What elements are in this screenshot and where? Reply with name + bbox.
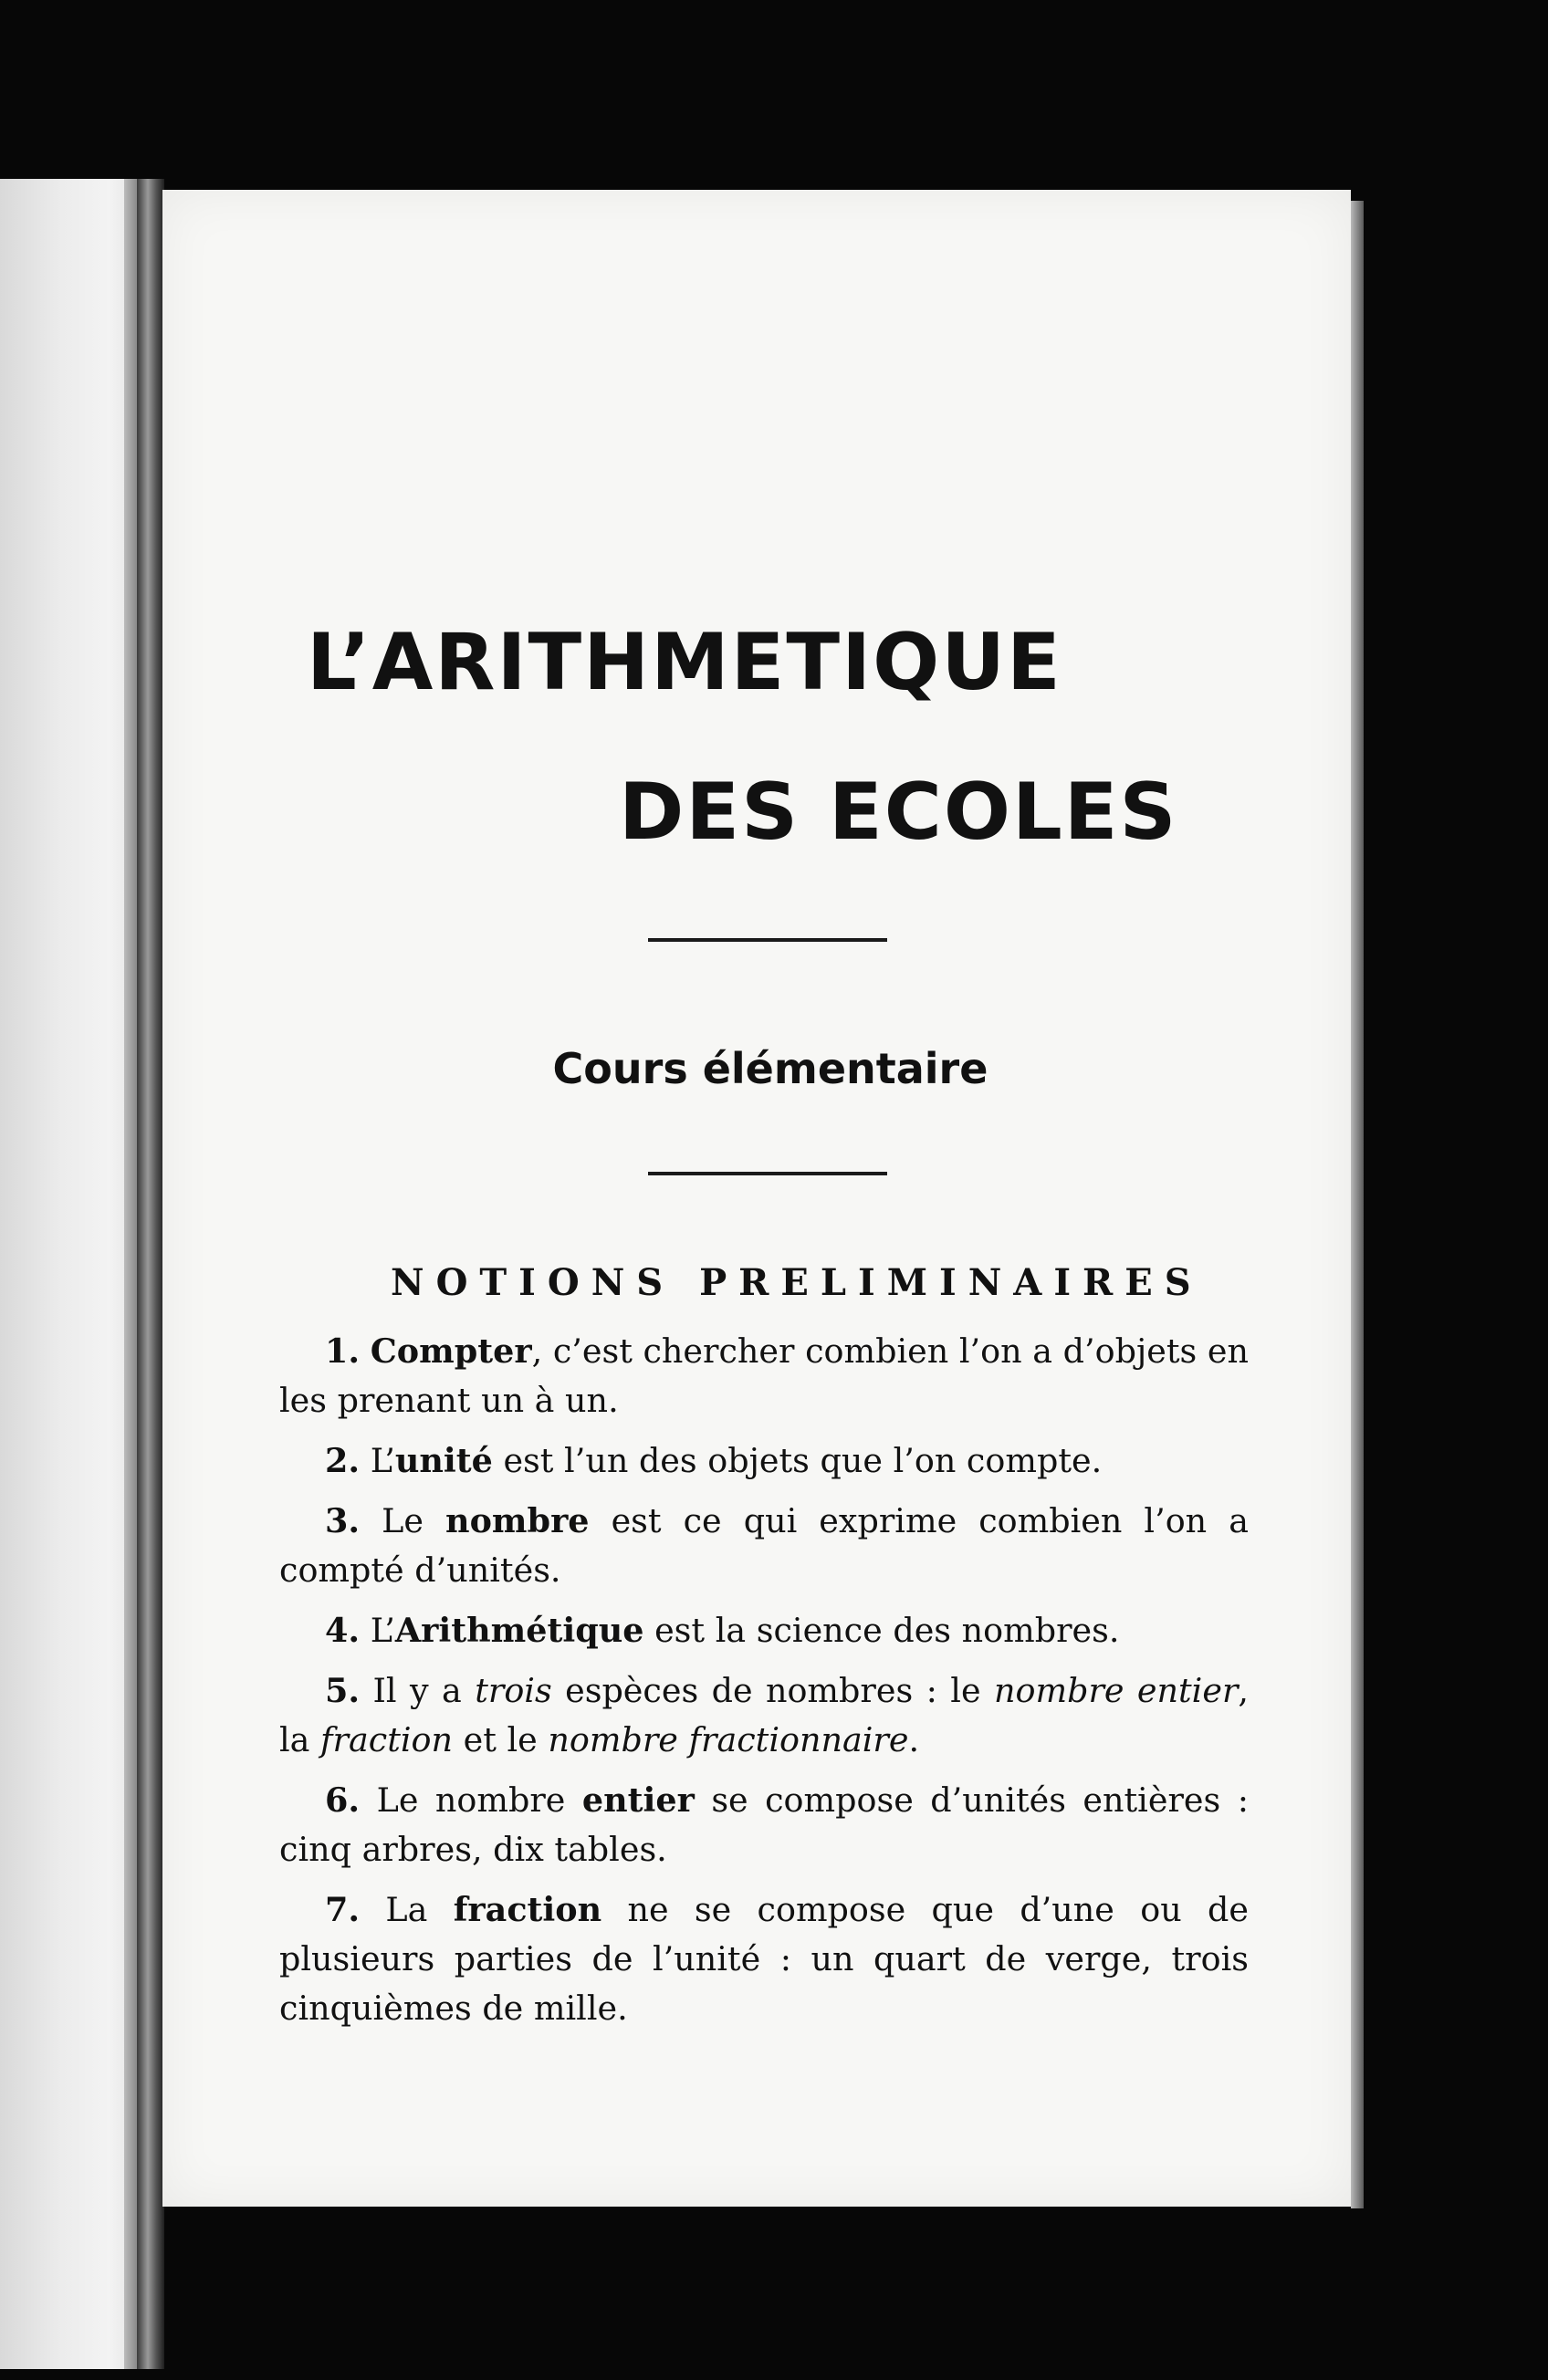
text-run: , la [279,1671,1250,1759]
paragraph-number: 1. [325,1331,361,1371]
text-run: Le [382,1501,446,1540]
term-bold: Arithmétique [394,1611,644,1650]
text-run: La [385,1890,454,1929]
page-edge [1351,201,1364,2208]
paragraph-5 [279,1666,1249,1765]
title-line-1: L’ARITHMETIQUE [307,617,1062,708]
paragraph-number: 7. [325,1890,361,1929]
divider-rule-bottom [648,1172,887,1175]
term-bold: entier [581,1780,695,1820]
text-run: espèces de nombres : le [551,1671,994,1710]
paragraph-number: 2. [325,1441,361,1480]
text-run: se compose d’unités entières : cinq arbres, dix tables. [279,1780,1250,1869]
term-bold: Compter [370,1331,532,1371]
title-line-2: DES ECOLES [619,767,1178,858]
term-italic: trois [475,1671,552,1710]
paragraph-7 [279,1885,1249,2033]
term-bold: nombre [445,1501,590,1540]
paragraph-number: 3. [325,1501,361,1540]
body-text [279,1327,1249,2044]
text-run: et le [453,1720,549,1759]
text-run: est ce qui exprime combien l’on a compté d’unités. [279,1501,1249,1590]
text-run: Il y a [372,1671,476,1710]
text-run: ne se compose que d’une ou de plusieurs parties de l’unité : un quart de verge, trois cinquièmes de mille. [279,1890,1249,2028]
paragraph-number: 6. [325,1780,361,1820]
text-run: , c’est chercher combien l’on a d’objets en les prenant un à un. [279,1331,1249,1420]
text-run: L’ [370,1611,395,1650]
paragraph-number: 5. [325,1671,361,1710]
term-bold: unité [394,1441,493,1480]
divider-rule-top [648,938,887,942]
paragraph-1 [279,1327,1249,1425]
paragraph-number: 4. [325,1611,361,1650]
text-run: est l’un des objets que l’on compte. [492,1441,1103,1480]
section-heading: NOTIONS PRELIMINAIRES [391,1261,1203,1304]
text-run: Le nombre [376,1780,582,1820]
paragraph-3 [279,1497,1249,1595]
book-page [162,190,1351,2207]
term-bold: fraction [453,1890,602,1929]
paragraph-4 [279,1606,1249,1655]
text-run: est la science des nombres. [643,1611,1120,1650]
paragraph-2 [279,1436,1249,1486]
facing-page-fold [124,179,137,2369]
subtitle: Cours élémentaire [552,1044,988,1093]
text-run: . [908,1720,920,1759]
book-gutter [137,179,164,2369]
facing-page-left [0,179,137,2369]
text-run: L’ [370,1441,395,1480]
term-italic: nombre fractionnaire [548,1720,909,1759]
paragraph-6 [279,1776,1249,1874]
term-italic: nombre entier [993,1671,1239,1710]
term-italic: fraction [320,1720,454,1759]
